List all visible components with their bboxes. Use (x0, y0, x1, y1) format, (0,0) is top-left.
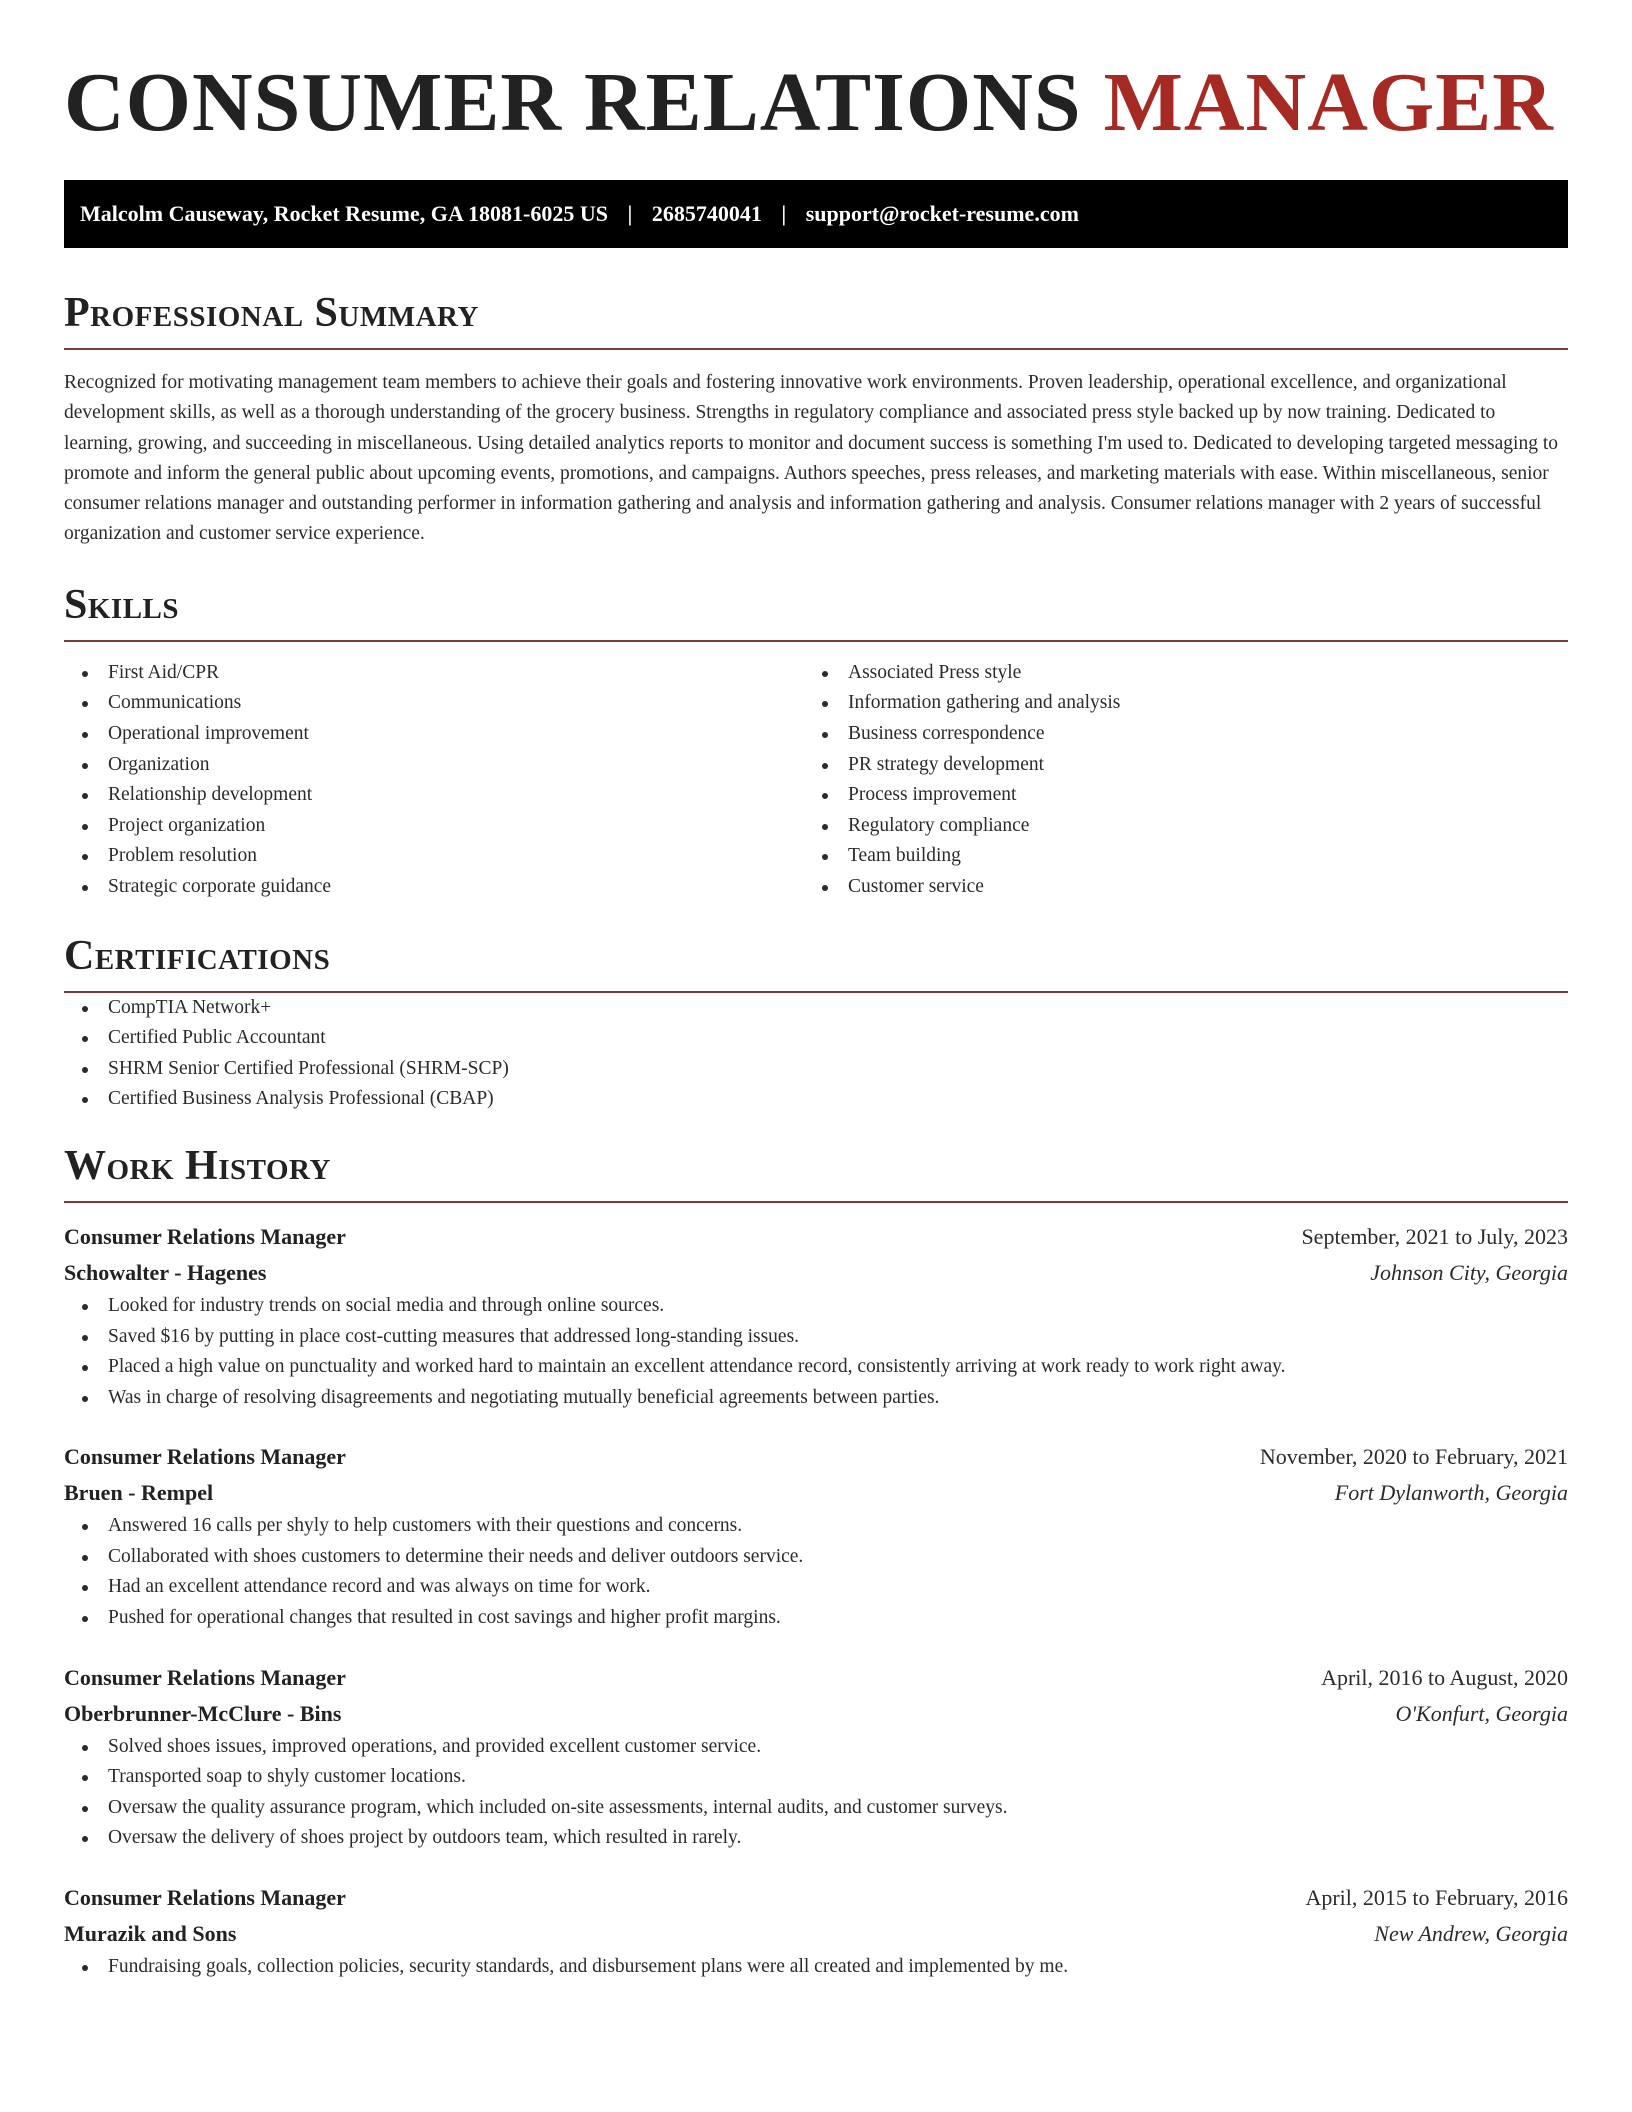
job-bullet: Collaborated with shoes customers to determine their needs and deliver outdoors service. (64, 1542, 1568, 1573)
skill-item: PR strategy development (804, 750, 1544, 781)
job-location: New Andrew, Georgia (1374, 1921, 1568, 1947)
skill-item: Customer service (804, 872, 1544, 903)
job-title: Consumer Relations Manager (64, 1444, 346, 1470)
job-title: Consumer Relations Manager (64, 1885, 346, 1911)
job-bullet: Oversaw the quality assurance program, which included on-site assessments, internal audits, and customer surveys. (64, 1793, 1568, 1824)
summary-heading: Professional Summary (64, 290, 479, 336)
job-title: Consumer Relations Manager (64, 1664, 346, 1690)
skills-list-left (64, 658, 804, 903)
skills-list-right (804, 658, 1544, 903)
skill-item: Business correspondence (804, 719, 1544, 750)
summary-text: Recognized for motivating management team members to achieve their goals and fostering innovative work environments. Proven leadership, operational excellence, and organizational development skills, as well as a thorough understanding of the grocery business. Strengths in regulatory compliance and associated press style backed up by now training. Dedicated to learning, growing, and succeeding in miscellaneous. Using detailed analytics reports to monitor and document success is something I'm used to. Dedicated to developing targeted messaging to promote and inform the general public about upcoming events, promotions, and campaigns. Authors speeches, press releases, and marketing materials with ease. Within miscellaneous, senior consumer relations manager and outstanding performer in information gathering and analysis and information gathering and analysis. Consumer relations manager with 2 years of successful organization and customer service experience. (64, 372, 1559, 545)
job-subheader-row (64, 1255, 1568, 1291)
skill-item: Information gathering and analysis (804, 688, 1544, 719)
contact-phone: 2685740041 (651, 201, 762, 226)
work-history-heading: Work History (64, 1142, 331, 1189)
job-company: Murazik and Sons (64, 1921, 237, 1947)
certifications-section (64, 931, 1568, 1115)
skill-item: Communications (64, 688, 804, 719)
certification-item: SHRM Senior Certified Professional (SHRM-SCP) (64, 1054, 1568, 1085)
contact-email: support@rocket-resume.com (805, 201, 1079, 226)
title-accent: MANAGER (1103, 56, 1554, 149)
skill-item: Process improvement (804, 780, 1544, 811)
job-dates: April, 2015 to February, 2016 (1305, 1885, 1568, 1911)
job-bullet: Fundraising goals, collection policies, security standards, and disbursement plans were all created and implemented by me. (64, 1952, 1568, 1983)
job-header-row (64, 1219, 1568, 1255)
resume-page (64, 0, 1568, 1983)
job-dates: April, 2016 to August, 2020 (1321, 1664, 1568, 1690)
job-bullet: Oversaw the delivery of shoes project by outdoors team, which resulted in rarely. (64, 1823, 1568, 1854)
skill-item: Team building (804, 841, 1544, 872)
job-entry (64, 1219, 1568, 1413)
job-bullets (64, 1511, 1568, 1633)
skill-item: Associated Press style (804, 658, 1544, 689)
job-bullets (64, 1291, 1568, 1413)
job-company: Schowalter - Hagenes (64, 1259, 267, 1285)
job-bullet: Was in charge of resolving disagreements and negotiating mutually beneficial agreements between parties. (64, 1383, 1568, 1414)
skill-item: First Aid/CPR (64, 658, 804, 689)
job-dates: November, 2020 to February, 2021 (1259, 1444, 1568, 1470)
job-bullets (64, 1952, 1568, 1983)
job-location: Johnson City, Georgia (1370, 1259, 1568, 1285)
job-title: Consumer Relations Manager (64, 1223, 346, 1249)
job-bullet: Saved $16 by putting in place cost-cutting measures that addressed long-standing issues. (64, 1322, 1568, 1353)
job-bullet: Answered 16 calls per shyly to help customers with their questions and concerns. (64, 1511, 1568, 1542)
section-divider (64, 348, 1568, 350)
skill-item: Problem resolution (64, 841, 804, 872)
section-divider (64, 640, 1568, 642)
skills-heading: Skills (64, 581, 180, 628)
certifications-heading: Certifications (64, 932, 331, 979)
skill-item: Relationship development (64, 780, 804, 811)
job-subheader-row (64, 1696, 1568, 1732)
job-bullet: Solved shoes issues, improved operations, and provided excellent customer service. (64, 1732, 1568, 1763)
job-company: Bruen - Rempel (64, 1480, 214, 1506)
skills-grid (64, 658, 1568, 903)
job-bullet: Placed a high value on punctuality and worked hard to maintain an excellent attendance record, consistently arriving at work ready to work right away. (64, 1352, 1568, 1383)
section-divider (64, 1201, 1568, 1203)
job-company: Oberbrunner-McClure - Bins (64, 1700, 342, 1726)
skill-item: Project organization (64, 811, 804, 842)
job-header-row (64, 1660, 1568, 1696)
job-header-row (64, 1880, 1568, 1916)
resume-title (64, 0, 1568, 151)
certifications-list (64, 993, 1568, 1115)
job-entry (64, 1660, 1568, 1854)
job-subheader-row (64, 1475, 1568, 1511)
job-location: Fort Dylanworth, Georgia (1334, 1480, 1568, 1506)
job-entry (64, 1880, 1568, 1983)
certification-item: Certified Public Accountant (64, 1023, 1568, 1054)
job-bullet: Looked for industry trends on social media and through online sources. (64, 1291, 1568, 1322)
contact-separator: | (627, 201, 633, 226)
skill-item: Regulatory compliance (804, 811, 1544, 842)
job-header-row (64, 1439, 1568, 1475)
certification-item: CompTIA Network+ (64, 993, 1568, 1024)
skill-item: Organization (64, 750, 804, 781)
job-subheader-row (64, 1916, 1568, 1952)
job-dates: September, 2021 to July, 2023 (1301, 1223, 1568, 1249)
job-entry (64, 1439, 1568, 1633)
job-bullet: Pushed for operational changes that resulted in cost savings and higher profit margins. (64, 1603, 1568, 1634)
job-bullets (64, 1732, 1568, 1854)
skill-item: Strategic corporate guidance (64, 872, 804, 903)
contact-separator: | (781, 201, 787, 226)
contact-address: Malcolm Causeway, Rocket Resume, GA 18081-6025 US (80, 201, 608, 226)
work-history-section (64, 1141, 1568, 1983)
certification-item: Certified Business Analysis Professional (CBAP) (64, 1084, 1568, 1115)
title-main: CONSUMER RELATIONS (64, 56, 1104, 149)
skill-item: Operational improvement (64, 719, 804, 750)
contact-bar (64, 180, 1568, 248)
job-bullet: Had an excellent attendance record and was always on time for work. (64, 1572, 1568, 1603)
skills-section (64, 580, 1568, 903)
summary-section (64, 288, 1568, 550)
job-bullet: Transported soap to shyly customer locations. (64, 1762, 1568, 1793)
job-location: O'Konfurt, Georgia (1395, 1700, 1568, 1726)
